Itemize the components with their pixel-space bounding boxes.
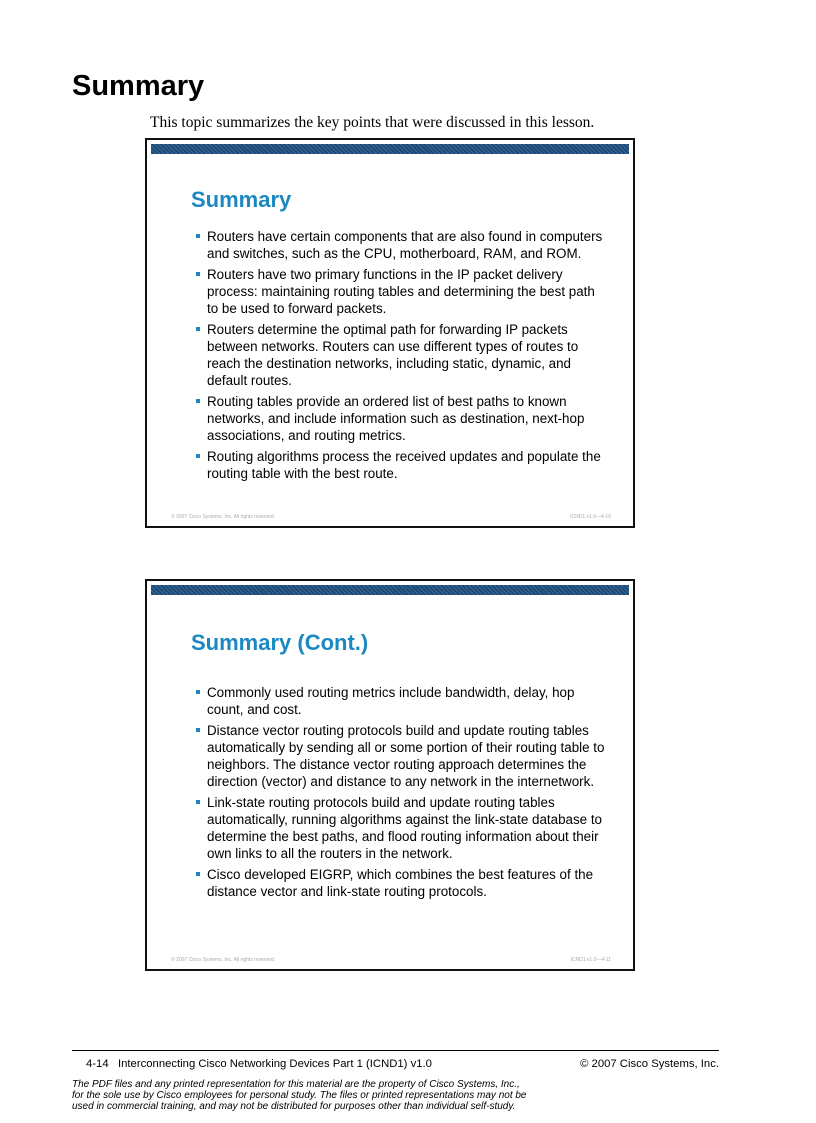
slide-summary-cont [145, 579, 635, 971]
bullet-text: Commonly used routing metrics include bandwidth, delay, hop count, and cost. [207, 685, 575, 717]
bullet-text: Cisco developed EIGRP, which combines the best features of the distance vector and link-state routing protocols. [207, 867, 594, 899]
slide-copyright: © 2007 Cisco Systems, Inc. All rights reserved. [171, 514, 276, 520]
bullet-text: Routers determine the optimal path for forwarding IP packets between networks. Routers can use different types of routes to reach the destination networks, including static, dynamic, and default routes. [207, 322, 579, 388]
list-item [195, 866, 605, 900]
square-bullet-icon [196, 872, 200, 876]
square-bullet-icon [196, 327, 200, 331]
page-title: Summary [72, 70, 205, 102]
bullet-text: Routers have certain components that are also found in computers and switches, such as the CPU, motherboard, RAM, and ROM. [207, 229, 603, 261]
square-bullet-icon [196, 690, 200, 694]
disclaimer-line: used in commercial training, and may not be distributed for purposes other than individual self-study. [72, 1101, 516, 1112]
disclaimer-line: for the sole use by Cisco employees for personal study. The files or printed representations may not be [72, 1090, 527, 1101]
intro-text: This topic summarizes the key points that were discussed in this lesson. [150, 114, 595, 131]
book-title: Interconnecting Cisco Networking Devices Part 1 (ICND1) v1.0 [118, 1058, 432, 1070]
disclaimer-line: The PDF files and any printed representation for this material are the property of Cisco Systems, Inc., [72, 1079, 520, 1090]
list-item [195, 393, 605, 444]
page-number: 4-14 [86, 1058, 109, 1070]
bullet-text: Link-state routing protocols build and update routing tables automatically, running algorithms against the link-state database to determine the best paths, and flood routing information about their own links to all the routers in the network. [207, 795, 602, 861]
slide-number: ICND1 v1.0—4-11 [570, 957, 611, 963]
slide-summary [145, 138, 635, 528]
list-item [195, 321, 605, 389]
list-item [195, 722, 605, 790]
list-item [195, 684, 605, 718]
bullet-list [195, 684, 605, 904]
list-item [195, 266, 605, 317]
slide-title: Summary (Cont.) [191, 630, 369, 655]
bullet-text: Routing algorithms process the received updates and populate the routing table with the best route. [207, 449, 601, 481]
list-item [195, 448, 605, 482]
list-item [195, 228, 605, 262]
square-bullet-icon [196, 399, 200, 403]
square-bullet-icon [196, 272, 200, 276]
copyright-notice: © 2007 Cisco Systems, Inc. [580, 1058, 719, 1070]
slide-number: ICND1 v1.0—4-10 [570, 514, 611, 520]
footer-divider [72, 1050, 719, 1051]
bullet-text: Routers have two primary functions in the IP packet delivery process: maintaining routing tables and determining the best path to be used to forward packets. [207, 267, 595, 316]
slide-header-band [151, 144, 629, 154]
bullet-text: Routing tables provide an ordered list of best paths to known networks, and include information such as destination, next-hop associations, and routing metrics. [207, 394, 585, 443]
bullet-text: Distance vector routing protocols build and update routing tables automatically by sending all or some portion of their routing table to neighbors. The distance vector routing approach determines the direction (vector) and distance to any network in the internetwork. [207, 723, 605, 789]
square-bullet-icon [196, 800, 200, 804]
list-item [195, 794, 605, 862]
square-bullet-icon [196, 454, 200, 458]
slide-header-band [151, 585, 629, 595]
square-bullet-icon [196, 234, 200, 238]
slide-title: Summary [191, 187, 292, 212]
disclaimer [72, 1079, 592, 1112]
square-bullet-icon [196, 728, 200, 732]
slide-copyright: © 2007 Cisco Systems, Inc. All rights reserved. [171, 957, 276, 963]
bullet-list [195, 228, 605, 486]
